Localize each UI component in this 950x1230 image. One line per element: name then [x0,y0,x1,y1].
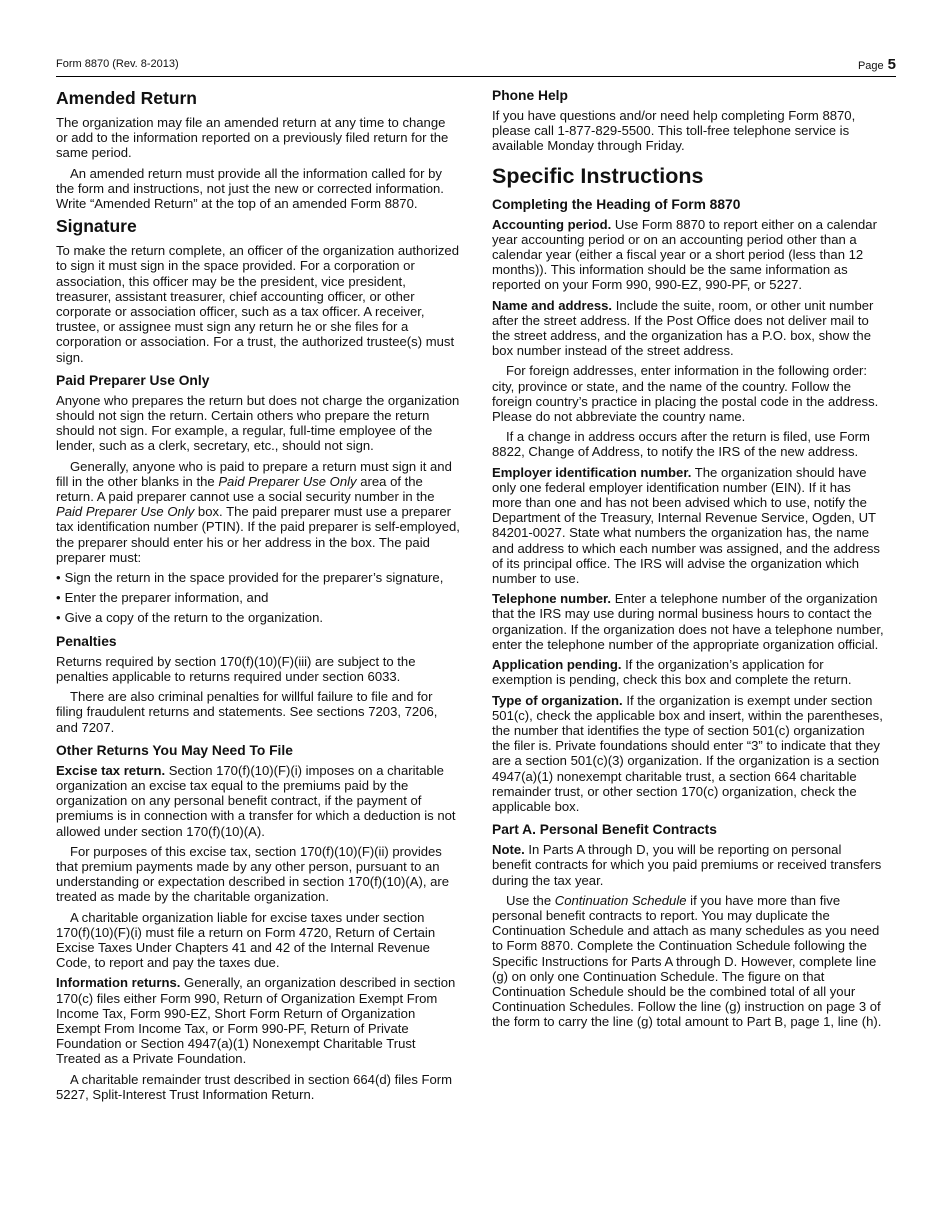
page-number [858,56,896,73]
excise-para-2: For purposes of this excise tax, section 170(f)(10)(F)(ii) provides that premium payments made by any other person, pursuant to an understanding or expectation described in section 170(f)(10)(A), are treated as made by the charitable organization. [56,843,450,905]
info-para-2: A charitable remainder trust described in section 664(d) files Form 5227, Split-Interest Trust Information Return. [56,1071,453,1102]
amended-return-heading: Amended Return [56,88,197,108]
paid-preparer-para-1: Anyone who prepares the return but does not charge the organization should not sign the return. Certain others who prepare the return should not sign. For example, a regular, full-time employee of the lender, such as a clerk, secretary, etc., should not sign. [56,392,460,454]
penalties-para-1: Returns required by section 170(f)(10)(F)(iii) are subject to the penalties applicable to returns required under section 6033. [56,653,416,684]
phone-help-heading: Phone Help [492,88,568,103]
specific-instructions-heading: Specific Instructions [492,163,704,188]
continuation-para: Use the Continuation Schedule if you have more than five personal benefit contracts to report. You may duplicate the Continuation Schedule and attach as many schedules as you need to Form 8870. Complete the Continuation Schedule following the Specific Instructions for Parts A through D. However, complete line (g) on only one Continuation Schedule. The figure on that Continuation Schedule should be the combined total of all your Continuation Schedules. Follow the line (g) instruction on page 3 of the form to carry the line (g) total amount to Part B, page 1, line (h). [492,892,882,1030]
pp2-italic-2: Paid Preparer Use Only [56,504,195,520]
excise-para-3: A charitable organization liable for excise taxes under section 170(f)(10)(F)(i) must file a return on Form 4720, Return of Certain Excise Taxes Under Chapters 41 and 42 of the Internal Revenue Code, to report and pay the taxes due. [56,909,436,971]
paid-preparer-para-2 [56,459,460,565]
list-item: • Enter the preparer information, and [56,590,269,606]
foreign-address-para: For foreign addresses, enter information in the following order: city, province or state, and the name of the country. Follow the foreign country’s practice in placing the postal code in the address. Please do not abbreviate the country name. [492,363,879,425]
amended-para-2: An amended return must provide all the information called for by the form and instructions, not just the new or corrected information. Write “Amended Return” at the top of an amended Form 8870. [56,165,444,212]
phone-help-para: If you have questions and/or need help completing Form 8870, please call 1-877-829-5500. This toll-free telephone service is available Monday through Friday. [492,108,856,154]
page-word: Page [857,60,884,72]
paid-preparer-heading: Paid Preparer Use Only [56,372,210,388]
ein-para: Employer identification number. The organization should have only one federal employer identification number (EIN). If it has more than one and has not been advised which to use, notify the Department of the Treasury, Internal Revenue Service, Ogden, UT 84201-0027. State what numbers the organization has, the name and address to which each number was assigned, and the address of its principal office. The IRS will advise the organization which number to use. [492,464,880,587]
completing-heading: Completing the Heading of Form 8870 [492,196,741,212]
page-header [56,56,896,77]
amended-para-1: The organization may file an amended return at any time to change or add to the information reported on a previously filed return for the same period. [56,115,449,161]
name-address-para: Name and address. Include the suite, room, or other unit number after the street address. If the Post Office does not deliver mail to the street address, and the organization has a P.O. box, show the box number instead of the street address. [492,297,874,359]
note-para: Note. In Parts A through D, you will be reporting on personal benefit contracts for which you paid premiums or received transfers during the tax year. [492,842,882,888]
preparer-bullets [56,570,460,626]
excise-lead: Excise tax return. [56,762,166,778]
accounting-period-para: Accounting period. Use Form 8870 to report either on a calendar year accounting period or on an accounting period other than a calendar year (either a fiscal year or a short period (less than 12 months)). This information should be the same information as reported on your Form 990, 990-EZ, 990-PF, or 5227. [492,216,877,293]
list-item: • Give a copy of the return to the organization. [56,610,323,626]
signature-heading: Signature [56,216,137,237]
page-num: 5 [887,56,896,73]
info-para-1: Information returns. Generally, an organization described in section 170(c) files either Form 990, Return of Organization Exempt From Income Tax, Form 990-EZ, Short Form Return of Organization Exempt From Income Tax, or Form 990-PF, Return of Private Foundation or Section 4947(a)(1) Nonexempt Charitable Trust Treated as a Private Foundation. [56,975,456,1067]
penalties-para-2: There are also criminal penalties for willful failure to file and for filing fraudulent returns and statements. See sections 7203, 7206, and 7207. [56,689,438,735]
right-column [492,84,884,1035]
pp2-text-b: area of the return. A paid preparer cannot use a social security number in the [56,473,435,505]
other-returns-heading: Other Returns You May Need To File [56,742,293,758]
pp2-italic-1: Paid Preparer Use Only [218,473,357,489]
pp2-text-c: box. The paid preparer must use a preparer tax identification number (PTIN). If the paid preparer is self-employed, the preparer should enter his or her address in the box. The paid preparer must: [56,504,460,565]
part-a-heading: Part A. Personal Benefit Contracts [492,822,717,838]
signature-para: To make the return complete, an officer of the organization authorized to sign it must sign in the space provided. For a corporation or association, this officer may be the president, vice president, treasurer, assistant treasurer, chief accounting officer, or other corporate or association officer, such as a tax officer. A receiver, trustee, or assignee must sign any return he or she files for a corporation or association. For a trust, the authorized trustee(s) must sign. [56,243,459,365]
info-lead: Information returns. [56,975,181,991]
excise-para-1: Excise tax return. Section 170(f)(10)(F)(i) imposes on a charitable organization an excise tax equal to the premiums paid by the organization on any personal benefit contract, if the payment of premiums is in connection with a transfer for which a deduction is not allowed under section 170(f)(10)(A). [56,762,456,839]
change-address-para: If a change in address occurs after the return is filed, use Form 8822, Change of Address, to notify the IRS of the new address. [492,429,870,460]
penalties-heading: Penalties [56,633,117,649]
list-item: • Sign the return in the space provided for the preparer’s signature, [56,570,444,586]
application-pending-para: Application pending. If the organization’s application for exemption is pending, check this box and complete the return. [492,657,852,688]
left-column [56,84,460,1107]
pp2-text-a: Generally, anyone who is paid to prepare a return must sign it and fill in the other blanks in the [56,458,452,489]
type-org-para: Type of organization. If the organization is exempt under section 501(c), check the applicable box and insert, within the parentheses, the number that identifies the type of section 501(c) organization the filer is. Private foundations should enter “3” to indicate that they are a section 501(c)(3) organization. If the organization is a section 4947(a)(1) nonexempt charitable trust, a section 664 charitable remainder trust, or other section 170(c) organization, check the applicable box. [492,692,883,814]
telephone-para: Telephone number. Enter a telephone number of the organization that the IRS may use during normal business hours to contact the organization. If the organization does not have a telephone number, enter the telephone number of the appropriate organization official. [492,591,884,652]
form-label: Form 8870 (Rev. 8-2013) [56,58,179,70]
